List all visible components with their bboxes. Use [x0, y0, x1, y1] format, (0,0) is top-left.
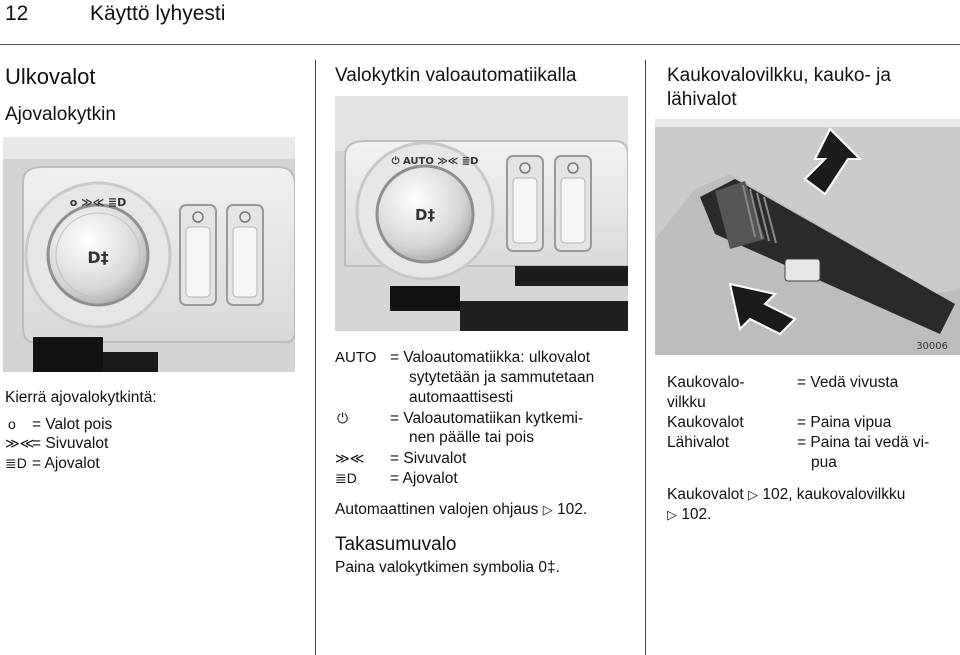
- legend-auto-line1: = Valoautomatiikka: ulkovalot: [390, 349, 591, 366]
- rear-fog-instruction: Paina valokytkimen symbolia: [335, 559, 535, 576]
- column-divider-2: [645, 60, 646, 655]
- row-flash-value: = Vedä vivusta: [797, 374, 899, 391]
- page-header: [0, 0, 960, 46]
- page-ref-arrow-icon-2: ▷: [748, 487, 759, 502]
- legend-headlights-2: [335, 468, 458, 489]
- page-ref-arrow-icon: ▷: [542, 502, 553, 517]
- auto-control-text: Automaattinen valojen ohjaus: [335, 501, 539, 518]
- heading-high-beam-line2: lähivalot: [667, 89, 737, 110]
- column-divider-1: [315, 60, 316, 655]
- off-symbol: o: [8, 416, 16, 432]
- subheading-ajovalokytkin: Ajovalokytkin: [5, 104, 116, 125]
- headlights-icon: ≣D: [5, 455, 27, 471]
- footer-kaukovalot: Kaukovalot: [667, 486, 744, 503]
- legend-side-lights-2: [335, 448, 466, 469]
- legend-headlights: [5, 453, 100, 474]
- page-title: Käyttö lyhyesti: [90, 2, 226, 25]
- legend-side-lights: [5, 433, 108, 454]
- image-code: 30006: [916, 341, 948, 352]
- fog-light-icon: D‡: [87, 248, 109, 267]
- legend-off: [8, 414, 112, 435]
- intro-text: Kierrä ajovalokytkintä:: [5, 389, 157, 406]
- heading-takasumuvalo: Takasumuvalo: [335, 534, 457, 555]
- knob-symbols: o ≫≪ ≣D: [69, 196, 127, 209]
- legend-auto-line3: automaattisesti: [409, 389, 514, 406]
- legend-auto-toggle-line1: = Valoautomatiikan kytkemi-: [390, 410, 584, 427]
- page-ref-arrow-icon-3: ▷: [667, 507, 677, 522]
- legend-side-lights-2-text: = Sivuvalot: [390, 450, 467, 467]
- footer-ref-102b[interactable]: 102.: [681, 506, 712, 523]
- footer-reference-line2: [667, 505, 711, 525]
- auto-control-reference: [335, 500, 587, 520]
- legend-auto-line2: sytytetään ja sammutetaan: [409, 369, 595, 386]
- auto-light-switch-photo: [335, 96, 628, 331]
- auto-control-page[interactable]: 102.: [557, 501, 588, 518]
- footer-ref-102[interactable]: 102, kaukovalovilkku: [762, 486, 906, 503]
- legend-auto-toggle-line2: nen päälle tai pois: [409, 429, 534, 446]
- legend-auto: [335, 348, 590, 368]
- rear-fog-end: .: [555, 559, 560, 576]
- side-lights-icon-2: ≫≪: [335, 450, 365, 466]
- row-flash-label-2: vilkku: [667, 394, 706, 411]
- legend-headlights-text: = Ajovalot: [32, 455, 100, 472]
- row-low-beam-value-1: = Paina tai vedä vi-: [797, 434, 930, 451]
- fog-light-icon-2: D‡: [415, 206, 435, 224]
- knob-symbols-2: ⏻ AUTO ≫≪ ≣D: [391, 156, 479, 167]
- row-low-beam-label: Lähivalot: [667, 434, 730, 451]
- legend-off-text: = Valot pois: [32, 416, 113, 433]
- heading-high-beam-line1: Kaukovalovilkku, kauko- ja: [667, 65, 891, 86]
- header-rule: [0, 44, 960, 45]
- light-switch-photo: [3, 137, 295, 372]
- rear-fog-text: [335, 558, 560, 578]
- auto-switch-illustration: [335, 96, 628, 331]
- rear-fog-icon: 0‡: [538, 559, 556, 576]
- footer-reference-line1: [667, 485, 905, 505]
- page-number: 12: [5, 2, 29, 25]
- indicator-stalk-photo: [655, 119, 960, 355]
- light-switch-illustration: [3, 137, 295, 372]
- power-icon: ⏻: [337, 410, 349, 426]
- stalk-illustration: [655, 119, 960, 355]
- row-high-beam-value: = Paina vipua: [797, 414, 892, 431]
- legend-headlights-2-text: = Ajovalot: [390, 470, 458, 487]
- headlights-icon-2: ≣D: [335, 470, 357, 486]
- row-high-beam-label: Kaukovalot: [667, 414, 744, 431]
- section-heading-auto-switch: Valokytkin valoautomatiikalla: [335, 65, 577, 86]
- legend-auto-toggle: [337, 408, 583, 429]
- legend-side-lights-text: = Sivuvalot: [32, 435, 109, 452]
- row-low-beam-value-2: pua: [811, 454, 837, 471]
- section-heading-ulkovalot: Ulkovalot: [5, 64, 96, 89]
- auto-symbol: AUTO: [335, 349, 377, 366]
- row-flash-label-1: Kaukovalo-: [667, 374, 745, 391]
- side-lights-icon: ≫≪: [5, 435, 35, 451]
